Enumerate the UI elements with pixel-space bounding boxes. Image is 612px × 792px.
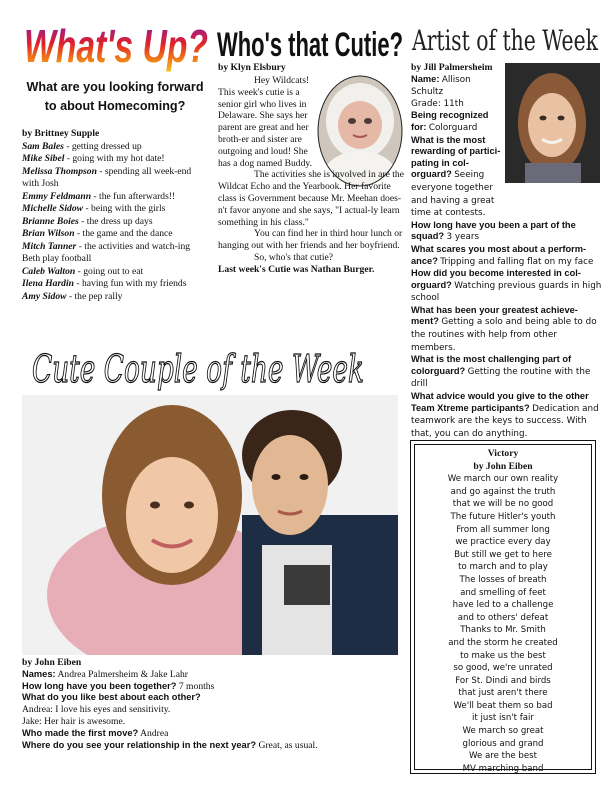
couple-title [28,344,368,394]
whats-up-entry-text: - going out to eat [75,265,144,277]
whats-up-entry-name: Ilena Hardin [22,278,74,289]
artist-question: Being recognized for: [411,110,489,132]
artist-qa-item [411,135,503,220]
whats-up-question: What are you looking forward to about Homecoming? [26,80,204,113]
whats-up-entry [22,291,208,304]
couple-article [22,657,402,751]
poem-line: that we will be no good [452,499,554,510]
artist-answer: 3 years [446,232,480,243]
artist-question: What is the most rewarding of partici-pating in col-orguard? [411,134,501,180]
whats-up-entry [22,141,208,154]
cutie-title-text: Who's that Cutie? [217,26,403,64]
whats-up-entry-text: - going with my hot date! [64,153,165,164]
cutie-paragraph-1: This week's cutie is a senior girl who lives in Delaware. She says her parent are great and her broth-er and sister are outgoing and loud! She has a dog named Buddy. [218,86,312,169]
whats-up-entry-name: Brianne Boies [22,215,79,227]
whats-up-entry [22,266,208,279]
poem-box [414,444,592,774]
couple-first-move-answer: Andrea [140,727,169,739]
couple-names: Andrea Palmersheim & Jake Lahr [57,668,189,680]
artist-title [410,20,600,60]
whats-up-entry [22,216,208,229]
poem-line: MV marching band [462,763,544,774]
poem-line: it just isn't fair [472,713,534,724]
artist-qa-item [411,305,603,354]
artist-question: How long have you been a part of the squad? [411,219,576,242]
whats-up-entry [22,241,208,266]
whats-up-byline: by Brittney Supple [22,128,100,139]
poem-line: and smelling of feet [460,587,546,598]
artist-qa-item [411,220,603,244]
artist-answer: Getting the routine with the drill [411,366,591,390]
couple-future-answer: Great, as usual. [258,739,318,751]
couple-jake-answer: Jake: Her hair is awesome. [22,715,126,727]
whats-up-entry-text: - getting dressed up [63,140,142,152]
cutie-paragraph-2-text: The activities she is involved in are the Wildcat Echo and the Yearbook. Her favorite class is Government because Mr. Meehan does-n't favor anyone and she says, "I actual-ly learn something in his class." [218,169,404,228]
poem-line: and go against the truth [450,486,556,497]
whats-up-entry [22,166,208,191]
poem-line: We'll beat them so bad [453,700,553,711]
whats-up-entry-text: - the dress up days [78,215,153,227]
couple-byline: by John Eiben [22,657,82,668]
poem-line: Thanks to Mr. Smith [460,625,546,636]
poem-line: The losses of breath [459,574,547,585]
artist-grade: Grade: 11th [411,98,464,109]
artist-qa-item [411,110,503,134]
whats-up-entry-name: Mike Sibel [22,153,65,164]
whats-up-entry-name: Emmy Feldmann [22,190,92,202]
poem-line: From all summer long [456,524,550,535]
couple-title-text: Cute Couple of the Week [32,347,364,391]
whats-up-entry-text: - having fun with my friends [73,278,187,289]
poem-line: to march and to play [458,562,548,573]
couple-future-question: Where do you see your relationship in the next year? [22,739,257,750]
couple-names-label: Names: [22,668,56,679]
whats-up-entry-name: Melissa Thompson [22,165,97,177]
whats-up-body [22,128,208,303]
cutie-byline: by Klyn Elsbury [218,62,286,73]
artist-answer: Tripping and falling flat on my face [440,256,594,267]
couple-qa-item [22,692,402,704]
poem-line: that just aren't there [458,688,548,699]
cutie-greeting: Hey Wildcats! [254,75,310,86]
poem-line: glorious and grand [462,738,544,749]
artist-qa-item [411,391,603,440]
couple-qa-list [22,681,402,705]
cutie-last-week: Last week's Cutie was Nathan Burger. [218,263,375,275]
whats-up-entry-name: Caleb Walton [22,265,76,277]
cutie-paragraph-4: So, who's that cutie? [254,251,333,263]
poem-line: and to others' defeat [457,612,549,623]
whats-up-entry-text: - being with the girls [83,203,166,214]
artist-article [411,62,603,440]
couple-qa-item [22,681,402,693]
cutie-article [218,75,406,276]
couple-answer: 7 months [178,680,215,692]
artist-question: What scares you most about a perform-ance? [411,243,587,266]
artist-question: What is the most challenging part of colorguard? [411,354,572,376]
couple-question: How long have you been together? [22,680,177,691]
poem-line: We are the best [468,751,538,762]
whats-up-entry [22,153,208,166]
artist-answer: Watching previous guards in high school [411,280,602,304]
poem-line: so good, we're unrated [453,663,553,674]
poem-title: Victory [487,448,519,459]
whats-up-entry [22,278,208,291]
poem-line: and the storm he created [448,637,558,648]
poem-line: The future Hitler's youth [450,511,556,522]
artist-answer: Seeing everyone together and having a great time at contests. [411,170,495,219]
whats-up-entry-text: - the fun afterwards!! [91,190,176,202]
poem-byline: by John Eiben [473,460,533,472]
whats-up-entry-name: Michelle Sidow [22,203,84,214]
poem-line: For St. Dindi and birds [455,675,551,686]
artist-name-label: Name: [411,73,440,84]
whats-up-title-text: What's Up? [24,20,208,72]
cutie-paragraph-2 [218,169,406,228]
cutie-paragraph-3: You can find her in third hour lunch or hanging out with her friends and her boyfriend. [218,228,403,252]
artist-answer: Colorguard [428,122,478,133]
whats-up-entry-name: Brian Wilson [22,228,75,239]
whats-up-title [22,14,210,72]
whats-up-entry [22,203,208,216]
couple-question: What do you like best about each other? [22,692,201,703]
whats-up-entry-name: Sam Bales [22,140,64,152]
whats-up-entry [22,228,208,241]
artist-qa-item [411,244,603,268]
artist-answer: Getting a solo and being able to do the routines with help from other members. [411,317,597,353]
artist-qa-item [411,268,603,305]
whats-up-entry-text: - the activities and watch-ing Beth play football [22,240,191,264]
artist-name: Allison Schultz [411,74,471,98]
whats-up-entry-text: - spending all week-end with Josh [22,165,192,189]
whats-up-entry-name: Amy Sidow [22,290,67,302]
artist-question: What has been your greatest achieve-ment? [411,304,578,327]
whats-up-entry [22,191,208,204]
poem-line: to make us the best [460,650,546,661]
poem-line: have led to a challenge [452,600,554,611]
artist-question: What advice would you give to the other Team Xtreme participants? [411,391,589,413]
poem-lines [415,473,591,775]
poem-line: We march so great [462,726,544,737]
artist-byline: by Jill Palmersheim [411,62,493,73]
whats-up-entry-text: - the game and the dance [74,228,173,239]
cutie-title [215,20,405,64]
artist-answer: Dedication and teamwork are the keys to success. With that, you can do anything. [411,403,599,439]
artist-title-text: Artist of the Week [411,24,599,57]
whats-up-entry-name: Mitch Tanner [22,240,77,252]
artist-qa-item [411,354,603,391]
poem-line: We march our own reality [447,474,559,485]
poem-line: we practice every day [455,537,551,548]
couple-andrea-answer: Andrea: I love his eyes and sensitivity. [22,704,171,716]
couple-photo [22,395,398,655]
whats-up-list [22,141,208,304]
couple-first-move-question: Who made the first move? [22,727,139,738]
artist-question: How did you become interested in col-orguard? [411,268,581,290]
whats-up-entry-text: - the pep rally [66,290,123,302]
poem-line: But still we get to here [454,549,552,560]
artist-qa-list [411,110,603,440]
